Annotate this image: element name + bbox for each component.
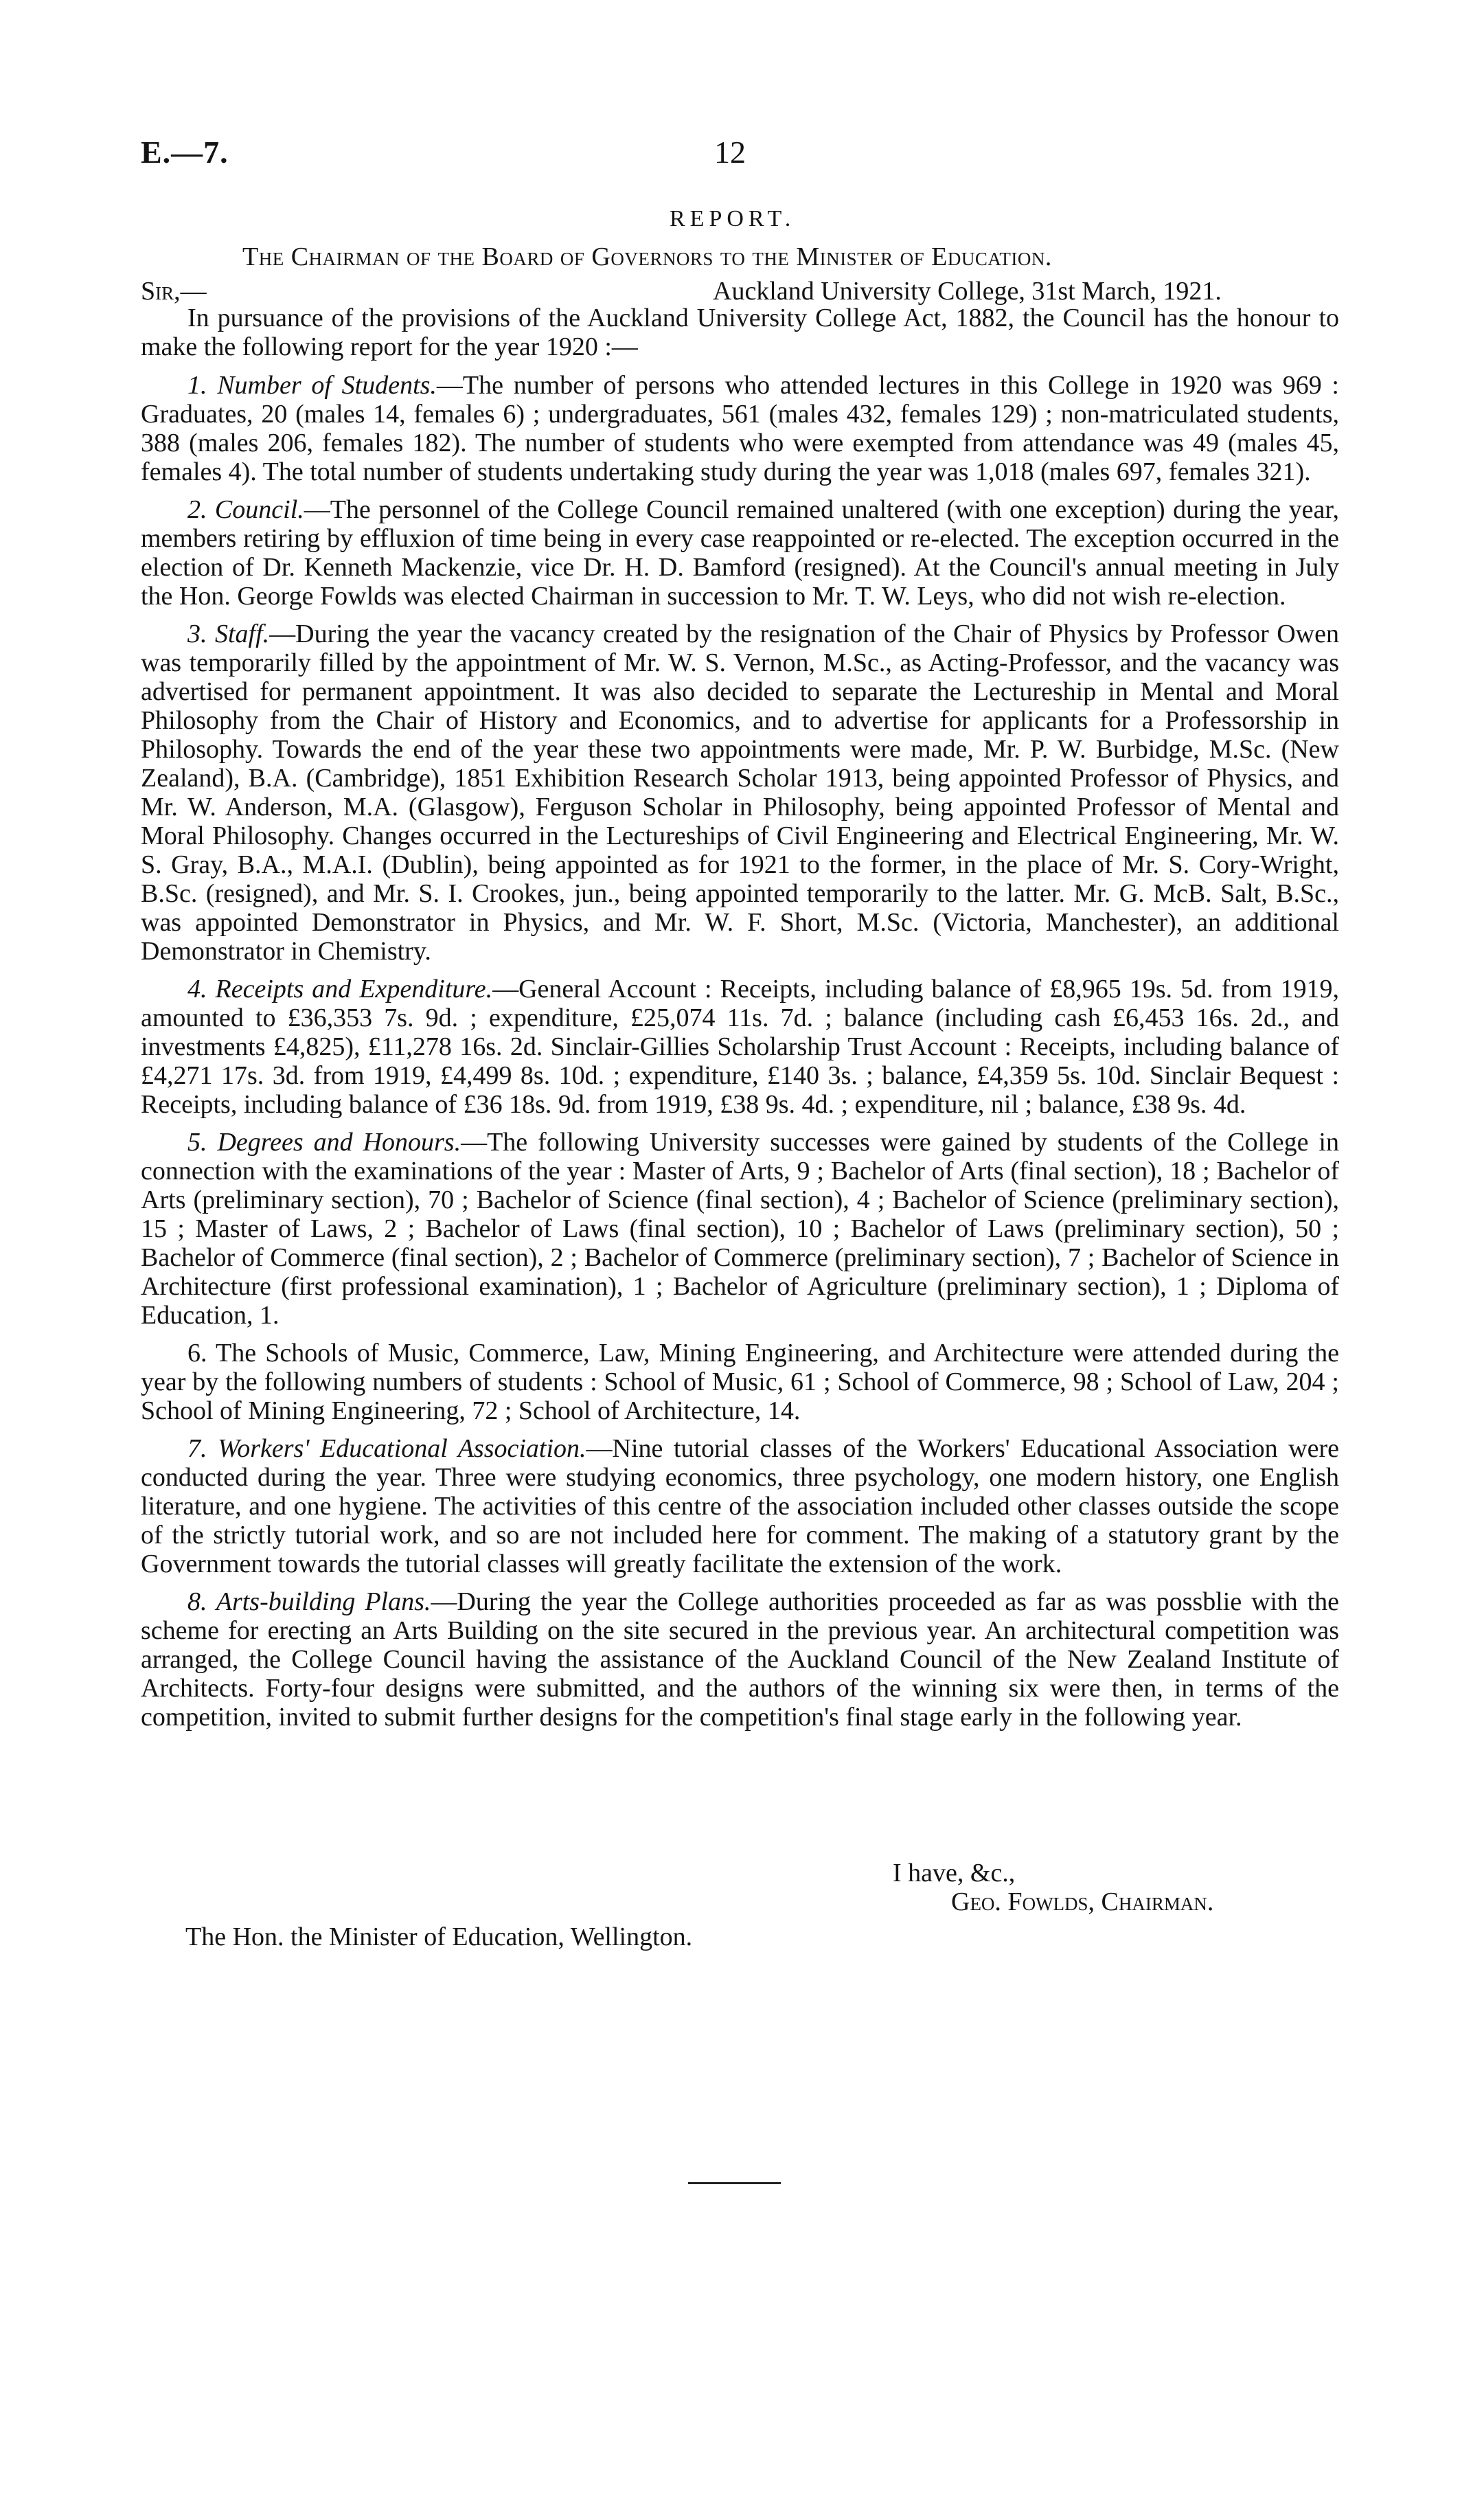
place-date: Auckland University College, 31st March, 1921. [713, 277, 1222, 306]
section-text: —During the year the College authorities proceeded as far as was possblie with the scheme for erecting an Arts Building on the site secured in the previous year. An architectural competition was arranged, the College Council having the assistance of the Auckland Council of the New Zealand Institute of Architects. Forty-four designs were submitted, and the authors of the winning six were then, in terms of the competition, invited to submit further designs for the competition's final stage early in the following year. [141, 1587, 1339, 1732]
page-code: E.—7. [141, 135, 229, 170]
section-text: —Nine tutorial classes of the Workers' Educational Association were conducted during the year. Three were studying economics, three psychology, one modern history, one English literature, and one hygiene. The activities of this centre of the association included other classes outside the scope of the strictly tutorial work, and so are not included here for comment. The making of a statutory grant by the Government towards the tutorial classes will greatly facilitate the extension of the work. [141, 1434, 1339, 1578]
section-text: The Schools of Music, Commerce, Law, Mining Engineering, and Architecture were attended during the year by the following numbers of students : School of Music, 61 ; School of Commerce, 98 ; School of Law, 204 ; School of Mining Engineering, 72 ; School of Architecture, 14. [141, 1339, 1339, 1425]
section-heading: 1. Number of Students. [187, 371, 437, 400]
addressee: The Hon. the Minister of Education, Wellington. [185, 1922, 693, 1951]
section-text: —The personnel of the College Council remained unaltered (with one exception) during the year, members retiring by effluxion of time being in every case reappointed or re-elected. The exception occurred in the election of Dr. Kenneth Mackenzie, vice Dr. H. D. Bamford (resigned). At the Council's annual meeting in July the Hon. George Fowlds was elected Chairman in succession to Mr. T. W. Leys, who did not wish re-election. [141, 495, 1340, 611]
report-subtitle: The Chairman of the Board of Governors to the Minister of Education. [242, 242, 1052, 271]
section-text: —During the year the vacancy created by the resignation of the Chair of Physics by Professor Owen was temporarily filled by the appointment of Mr. W. S. Vernon, M.Sc., as Acting-Professor, and the vacancy was advertised for permanent appointment. It was also decided to separate the Lectureship in Mental and Moral Philosophy from the Chair of History and Economics, and to advertise for applicants for a Professorship in Philosophy. Towards the end of the year these two appointments were made, Mr. P. W. Burbidge, M.Sc. (New Zealand), B.A. (Cambridge), 1851 Exhibition Research Scholar 1913, being appointed Professor of Physics, and Mr. W. Anderson, M.A. (Glasgow), Ferguson Scholar in Philosophy, being appointed Professor of Mental and Moral Philosophy. Changes occurred in the Lectureships of Civil Engineering and Electrical Engineering, Mr. W. S. Gray, B.A., M.A.I. (Dublin), being appointed as for 1921 to the former, in the place of Mr. S. Cory-Wright, B.Sc. (resigned), and Mr. S. I. Crookes, jun., being appointed temporarily to the latter. Mr. G. McB. Salt, B.Sc., was appointed Demonstrator in Physics, and Mr. W. F. Short, M.Sc. (Victoria, Manchester), an additional Demonstrator in Chemistry. [141, 620, 1339, 966]
section-heading: 2. Council. [187, 495, 304, 524]
section-receipts [141, 975, 1339, 1119]
salutation: Sir,— [141, 277, 207, 306]
section-heading: 8. Arts-building Plans. [187, 1587, 431, 1616]
section-text: —General Account : Receipts, including balance of £8,965 19s. 5d. from 1919, amounted to £36,353 7s. 9d. ; expenditure, £25,074 11s. 7d. ; balance (including cash £6,453 16s. 2d., and investments £4,825), £11,278 16s. 2d. Sinclair-Gillies Scholarship Trust Account : Receipts, including balance of £4,271 17s. 3d. from 1919, £4,499 8s. 10d. ; expenditure, £140 3s. ; balance, £4,359 5s. 10d. Sinclair Bequest : Receipts, including balance of £36 18s. 9d. from 1919, £38 9s. 4d. ; expenditure, nil ; balance, £38 9s. 4d. [141, 975, 1339, 1119]
section-heading: 6. [187, 1339, 207, 1368]
section-staff [141, 620, 1339, 966]
section-heading: 7. Workers' Educational Association. [187, 1434, 586, 1463]
valediction: I have, &c., [893, 1859, 1016, 1887]
closing-rule [688, 2182, 781, 2184]
section-heading: 3. Staff. [187, 620, 270, 648]
section-heading: 5. Degrees and Honours. [187, 1128, 461, 1157]
report-title: REPORT. [670, 206, 796, 231]
section-degrees [141, 1128, 1339, 1330]
section-wea [141, 1434, 1339, 1578]
section-heading: 4. Receipts and Expenditure. [187, 975, 493, 1003]
section-schools [141, 1339, 1339, 1425]
intro-paragraph: In pursuance of the provisions of the Auckland University College Act, 1882, the Council has the honour to make the following report for the year 1920 :— [141, 304, 1339, 361]
section-council [141, 495, 1339, 611]
section-text: —The number of persons who attended lectures in this College in 1920 was 969 : Graduates, 20 (males 14, females 6) ; undergraduates, 561 (males 432, females 129) ; non-matriculated students, 388 (males 206, females 182). The number of students who were exempted from attendance was 49 (males 45, females 4). The total number of students undertaking study during the year was 1,018 (males 697, females 321). [141, 371, 1339, 486]
section-arts-building [141, 1587, 1339, 1732]
page-number: 12 [714, 135, 746, 170]
section-text: —The following University successes were gained by students of the College in connection with the examinations of the year : Master of Arts, 9 ; Bachelor of Arts (final section), 18 ; Bachelor of Arts (preliminary section), 70 ; Bachelor of Science (final section), 4 ; Bachelor of Science (preliminary section), 15 ; Master of Laws, 2 ; Bachelor of Laws (final section), 10 ; Bachelor of Laws (preliminary section), 50 ; Bachelor of Commerce (final section), 2 ; Bachelor of Commerce (preliminary section), 7 ; Bachelor of Science in Architecture (first professional examination), 1 ; Bachelor of Agriculture (preliminary section), 1 ; Diploma of Education, 1. [141, 1128, 1339, 1330]
section-students [141, 371, 1339, 486]
report-body [141, 304, 1339, 1732]
signature: Geo. Fowlds, Chairman. [951, 1887, 1214, 1916]
